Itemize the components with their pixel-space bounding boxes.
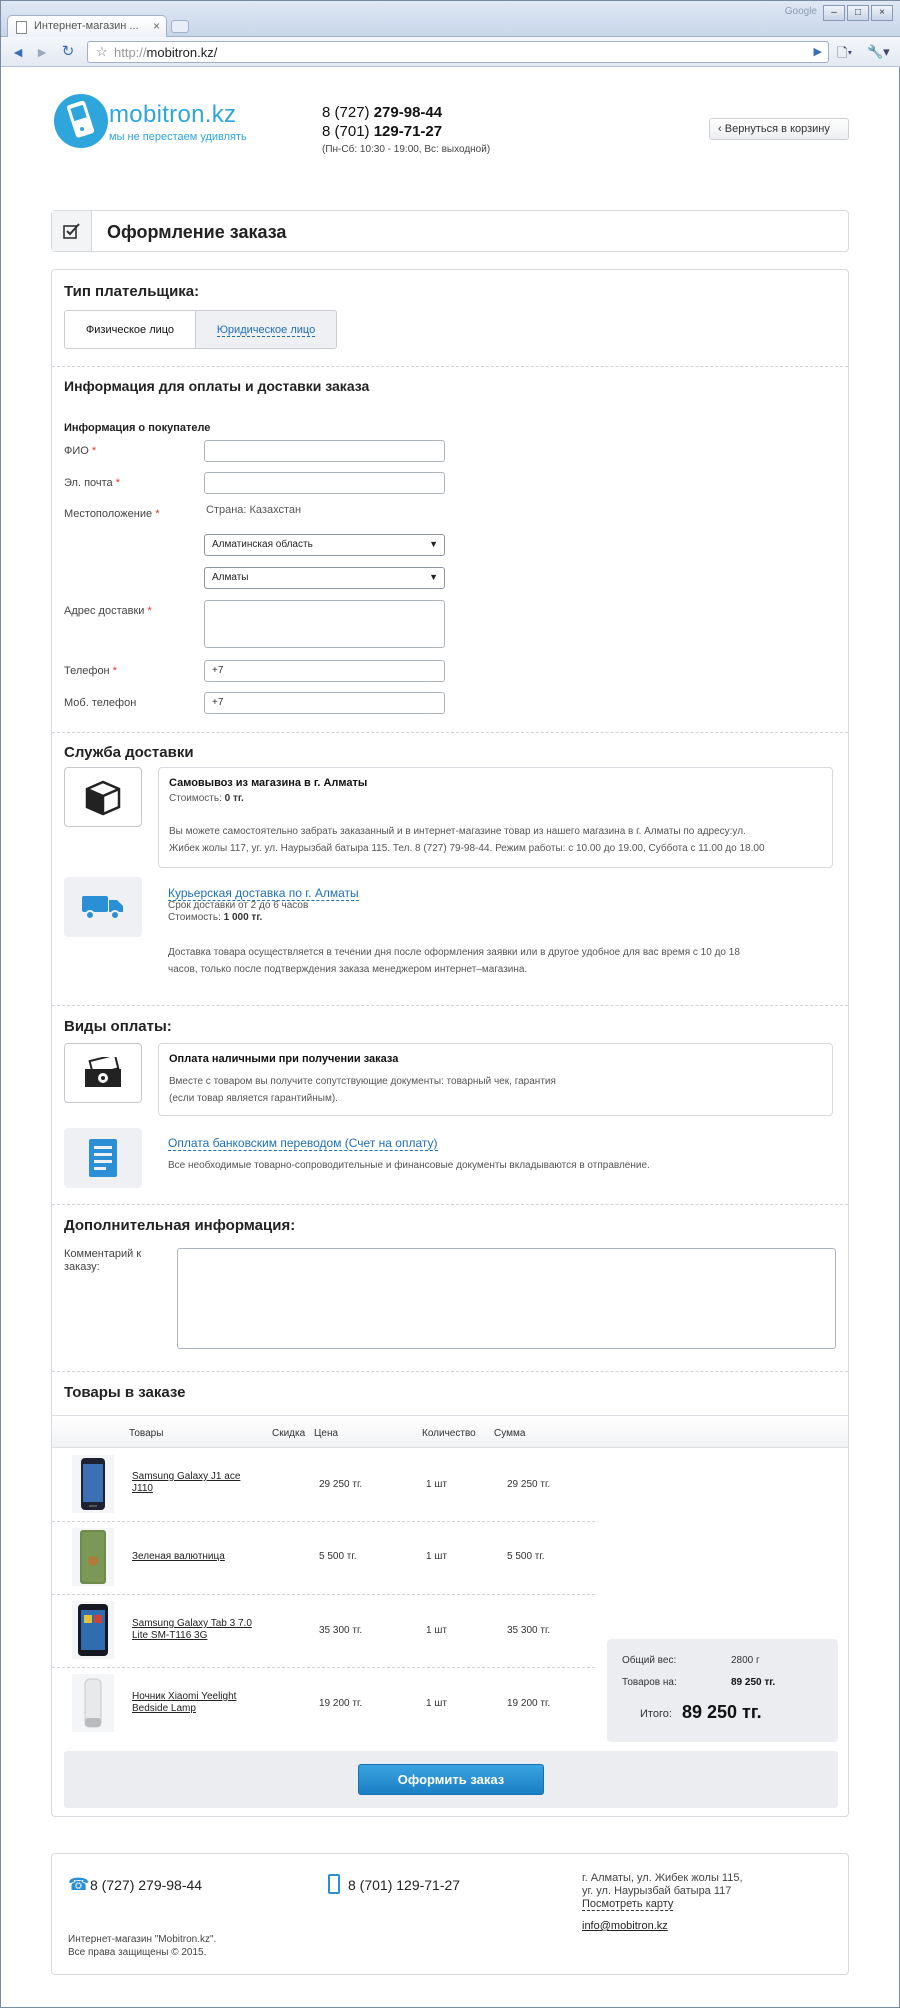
chevron-left-icon: ‹ — [718, 123, 722, 135]
location-label: Местоположение * — [64, 508, 160, 520]
product-quantity: 1 шт — [426, 1698, 447, 1709]
order-summary — [607, 1639, 838, 1742]
checklist-icon — [52, 211, 92, 251]
divider — [52, 732, 848, 733]
title-bar — [1, 1, 900, 37]
product-quantity: 1 шт — [426, 1625, 447, 1636]
product-quantity: 1 шт — [426, 1479, 447, 1490]
delivery-heading: Служба доставки — [64, 744, 194, 761]
invoice-document-icon[interactable] — [64, 1128, 142, 1188]
cash-title: Оплата наличными при получении заказа — [169, 1053, 399, 1065]
footer-address: г. Алматы, ул. Жибек жолы 115, уг. ул. Наурызбай батыра 117 Посмотреть карту — [582, 1872, 743, 1910]
product-thumbnail-tablet[interactable] — [72, 1601, 114, 1659]
working-hours: (Пн-Сб: 10:30 - 19:00, Вс: выходной) — [322, 144, 491, 155]
cash-payment-option[interactable] — [158, 1043, 833, 1116]
row-divider — [52, 1521, 595, 1522]
divider — [52, 366, 848, 367]
goods-total-value: 89 250 тг. — [731, 1677, 776, 1688]
page-title: Оформление заказа — [107, 222, 287, 242]
email-input[interactable] — [204, 472, 445, 494]
header-phone-2: 8 (701) 129-71-27 — [322, 123, 443, 140]
submit-order-button[interactable]: Оформить заказ — [358, 1764, 544, 1795]
mobile-label: Моб. телефон — [64, 697, 137, 709]
page-icon — [16, 21, 27, 34]
url-host: mobitron.kz/ — [146, 45, 218, 60]
tab-title: Интернет-магазин ... — [34, 20, 139, 32]
maximize-button[interactable]: □ — [847, 5, 869, 21]
new-tab-button[interactable] — [171, 20, 189, 33]
order-items-heading: Товары в заказе — [64, 1384, 186, 1401]
column-header-price: Цена — [314, 1428, 339, 1439]
google-label: Google — [784, 6, 817, 17]
courier-term: Срок доставки от 2 до 6 часов — [168, 900, 309, 911]
wrench-menu-icon[interactable]: 🔧▾ — [867, 44, 890, 59]
back-to-cart-label: Вернуться в корзину — [724, 123, 830, 135]
fio-label: ФИО * — [64, 445, 97, 457]
back-to-cart-button[interactable] — [709, 118, 849, 140]
product-name-link[interactable]: Samsung Galaxy Tab 3 7.0 Lite SM-T116 3G — [132, 1618, 252, 1641]
comment-textarea[interactable] — [177, 1248, 836, 1349]
browser-tab[interactable] — [7, 15, 167, 37]
payer-type-heading: Тип плательщика: — [64, 283, 200, 300]
copyright: Интернет-магазин "Mobitron.kz". Все права защищены © 2015. — [68, 1934, 217, 1958]
row-divider — [52, 1667, 595, 1668]
product-price: 19 200 тг. — [319, 1698, 363, 1709]
header-phone-1: 8 (727) 279-98-44 — [322, 104, 443, 121]
pickup-title: Самовывоз из магазина в г. Алматы — [169, 777, 368, 789]
address-label: Адрес доставки * — [64, 605, 152, 617]
product-name-link[interactable]: Зеленая валютница — [132, 1551, 225, 1562]
payment-heading: Виды оплаты: — [64, 1018, 172, 1035]
product-sum: 5 500 тг. — [507, 1551, 545, 1562]
grand-total-value: 89 250 тг. — [682, 1702, 762, 1722]
mobile-phone-icon — [328, 1874, 340, 1894]
bookmark-star-icon[interactable]: ☆ — [96, 44, 108, 59]
divider — [52, 1204, 848, 1205]
forward-icon[interactable]: ► — [35, 44, 49, 60]
courier-truck-icon[interactable] — [64, 877, 142, 937]
product-sum: 29 250 тг. — [507, 1479, 551, 1490]
column-header-quantity: Количество — [422, 1428, 476, 1439]
city-select[interactable] — [204, 567, 445, 589]
close-tab-icon[interactable]: × — [152, 19, 160, 33]
column-header-discount: Скидка — [272, 1428, 306, 1439]
back-icon[interactable]: ◄ — [11, 44, 25, 60]
go-icon[interactable]: ▶ — [813, 46, 822, 58]
divider — [52, 1005, 848, 1006]
product-price: 5 500 тг. — [319, 1551, 357, 1562]
order-table-header — [52, 1415, 848, 1448]
bank-payment-option[interactable] — [168, 1136, 438, 1150]
extra-info-heading: Дополнительная информация: — [64, 1217, 296, 1234]
product-thumbnail-wallet[interactable] — [72, 1528, 114, 1586]
mobile-input[interactable]: +7 — [204, 692, 445, 714]
country-text: Страна: Казахстан — [206, 504, 302, 516]
logo-name[interactable]: mobitron.kz — [109, 101, 237, 128]
product-sum: 19 200 тг. — [507, 1698, 551, 1709]
region-value: Алматинская область — [212, 539, 313, 550]
weight-value: 2800 г — [731, 1655, 760, 1666]
footer-email[interactable]: info@mobitron.kz — [582, 1920, 668, 1932]
product-thumbnail-lamp[interactable] — [72, 1674, 114, 1732]
pickup-option[interactable] — [158, 767, 833, 868]
cash-description: Вместе с товаром вы получите сопутствующие документы: товарный чек, гарантия (если товар является гарантийным). — [169, 1076, 556, 1104]
city-value: Алматы — [212, 572, 249, 583]
footer-phone-1: 8 (727) 279-98-44 — [90, 1877, 203, 1893]
column-header-goods: Товары — [129, 1428, 164, 1439]
logo-tagline: мы не перестаем удивлять — [109, 131, 247, 143]
close-window-button[interactable]: × — [871, 5, 893, 21]
product-price: 35 300 тг. — [319, 1625, 363, 1636]
page-menu-icon[interactable]: 🗋▾ — [837, 45, 853, 60]
fio-input[interactable] — [204, 440, 445, 462]
row-divider — [52, 1594, 595, 1595]
weight-label: Общий вес: — [622, 1655, 677, 1666]
buyer-info-subheading: Информация о покупателе — [64, 422, 211, 434]
payer-legal-option[interactable] — [196, 311, 336, 348]
browser-toolbar — [1, 37, 900, 67]
email-label: Эл. почта * — [64, 477, 121, 489]
bank-description: Все необходимые товарно-сопроводительные и финансовые документы вкладываются в отправление. — [168, 1160, 650, 1171]
footer-phone-2: 8 (701) 129-71-27 — [348, 1877, 461, 1893]
payer-legal-link[interactable]: Юридическое лицо — [216, 324, 316, 336]
dropdown-arrow-icon: ▼ — [429, 539, 438, 549]
minimize-button[interactable]: – — [823, 5, 845, 21]
page-title-bar — [51, 210, 849, 252]
column-header-sum: Сумма — [494, 1428, 526, 1439]
pickup-cost: Стоимость: 0 тг. — [169, 793, 244, 804]
payer-individual-option[interactable]: Физическое лицо — [65, 311, 196, 348]
courier-title-link[interactable]: Курьерская доставка по г. Алматы — [168, 886, 359, 900]
pickup-box-icon[interactable] — [64, 767, 142, 827]
product-sum: 35 300 тг. — [507, 1625, 551, 1636]
phone-label: Телефон * — [64, 665, 117, 677]
pickup-description: Вы можете самостоятельно забрать заказанный и в интернет-магазине товар из нашего магазина в г. Алматы по адресу:ул. Жибек жолы 117, уг. ул. Наурызбай батыра 115. Тел. 8 (727) 79-98-44. Режим работы: с 10.00 до 19.00, Суббота с 11.00 до 18.00 — [169, 826, 765, 854]
phone-icon: ☎ — [68, 1875, 90, 1894]
courier-cost: Стоимость: 1 000 тг. — [168, 912, 263, 923]
comment-label: Комментарий к заказу: — [64, 1248, 142, 1273]
goods-total-label: Товаров на: — [622, 1677, 677, 1688]
grand-total-label: Итого: — [640, 1708, 672, 1720]
address-textarea[interactable] — [204, 600, 445, 648]
dropdown-arrow-icon: ▼ — [429, 572, 438, 582]
reload-icon[interactable]: ↻ — [61, 43, 75, 60]
footer — [51, 1853, 849, 1975]
product-price: 29 250 тг. — [319, 1479, 363, 1490]
url-scheme: http:// — [114, 45, 147, 60]
courier-description: Доставка товара осуществляется в течении дня после оформления заявки или в другое удобное для вас время с 10 до 18 часов, только после подтверждения заказа менеджером интернет–магазина. — [168, 947, 740, 975]
product-quantity: 1 шт — [426, 1551, 447, 1562]
product-name-link[interactable]: Samsung Galaxy J1 ace J110 — [132, 1471, 241, 1494]
bank-title-link[interactable]: Оплата банковским переводом (Счет на оплату) — [168, 1136, 438, 1150]
cash-money-icon[interactable] — [64, 1043, 142, 1103]
region-select[interactable] — [204, 534, 445, 556]
payer-type-switch — [64, 310, 337, 349]
logo-icon[interactable] — [51, 91, 111, 151]
map-link[interactable]: Посмотреть карту — [582, 1898, 674, 1910]
product-thumbnail-phone[interactable] — [72, 1455, 114, 1513]
info-heading: Информация для оплаты и доставки заказа — [64, 378, 370, 394]
product-name-link[interactable]: Ночник Xiaomi Yeelight Bedside Lamp — [132, 1691, 237, 1714]
divider — [52, 1371, 848, 1372]
phone-input[interactable]: +7 — [204, 660, 445, 682]
address-bar[interactable] — [87, 41, 829, 63]
